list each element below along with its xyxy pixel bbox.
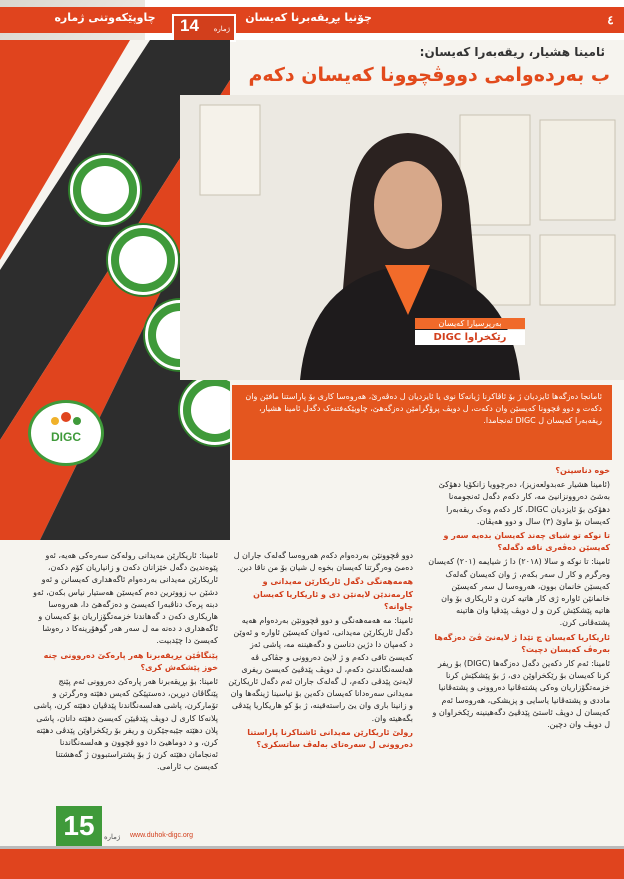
question-text: پێنگاڤێن بڕیقەبرنا هەر پارەکێ دەروونی چنە خوز پێشکەش کری؟ xyxy=(43,650,218,672)
question-text: تا نوکە تو شیای چەند کەیسان بدەیە سەر و کەیسێن دەڤەری ناقە دگەلە؟ xyxy=(443,531,610,553)
digc-logo xyxy=(28,400,104,466)
text-column-middle xyxy=(228,550,413,795)
kicker: ئامینا هشیار، ریقەبەرا کەیسان: xyxy=(419,45,605,59)
logo-circle xyxy=(108,225,178,295)
portrait-photo xyxy=(180,95,624,380)
text-column-right xyxy=(425,465,610,795)
question-text: رولێ ئاریکارێن مەیدانی ئاشناکرنا پاراستنا دەروونی ل سەرەتای بەلەڤ ساتسکری؟ xyxy=(247,727,413,750)
section-title-right: چۆنیا بڕیقەبرنا کەیسان xyxy=(245,11,372,24)
bottom-band xyxy=(0,849,624,879)
footer-website: www.duhok-digc.org xyxy=(130,832,194,839)
answer-paragraph: (ئامینا هشیار عەبدولعەزیز)، دەرچوویا زانکۆیا دهۆکێ بەشێ دەروونزانیێ مە، کار دکەم دگەل ئەنجومەنا دهۆکێ بۆ ئایزدیان DIGC، کار دکەم وەک ریقەبەرا کەیسان بۆ ماوێ (٣) سال و دوو هەیڤان. xyxy=(438,480,610,526)
logo-circle xyxy=(70,155,140,225)
corner-number: ٤ xyxy=(597,8,624,32)
portrait-illustration xyxy=(180,95,624,380)
section-title-left: چاوپێکەوتنی ژمارە xyxy=(54,11,156,24)
intro-box: ئامانجا دەزگەها ئایزدیان ژ بۆ ئاڤاکرنا ژیانەکا نوی یا ئایزدیان ل دەڤەرێ، هەروەسا کاری بۆ پاراستنا مافێن وان دکەت و دوو ڤچوونا کەیسێن وان دکەت، ل دویڤ پرۆگرامێن دەزگەهێ، چاوپێکەفتنەک دگەل ئامینا هشیار، ریقەبەرا کەیسان ل DIGC ئەنجامدا. xyxy=(232,385,612,460)
page-number-label: ژمارە xyxy=(213,26,230,33)
person-caption xyxy=(415,318,525,346)
svg-text:DIGC: DIGC xyxy=(51,430,81,444)
answer-paragraph: ئامینا: ئەم کار دکەین دگەل دەزگەها (DIGC) بۆ ریفر کرنا کەیسان بۆ رێکخراوێن دی، ژ بۆ پێشکێش کرنا خزمەتگۆزاریان وەکی پشتەڤانیا دەروونی و پشتەڤانیا ماددی و پشتەڤانیا یاسایی و پزیشکی، هەروەسا ئەم کەیسان ل دویڤ ئاستێ پێدڤیێ دگەهینینە رێکخراوان و ل دویڤ وان دچین. xyxy=(432,659,610,730)
answer-paragraph: ئامینا: بۆ بڕیقەبرنا هەر پارەکێ دەروونی ئەم پێنج پێنگاڤان دبڕین، دەستپێکێ کەیس دهێتە وەرگرتن و تۆمارکرن، پاشی هەلسەنگاندنا پێدڤیان دهێتە کرن، پاشی پلانەکا کاری ل دویڤ پێدڤیێن کەیسێ دهێتە دانان، پاشی پلان دهێتە جێبەجێکرن و ریفر بۆ رێکخراوێن پێدڤی دهێتە کرن، و د دوماهیێ دا دوو ڤچوون و هەلسەنگاندنا ئەنجامان دهێتە کرن ژ بۆ پشتراستبوون ژ گەهشتنا کەیسێ ب ئارامی. xyxy=(33,677,218,772)
person-role: بەرپرسیارا کەیسان xyxy=(415,318,525,329)
answer-paragraph: ئامینا: ئاریکارێن مەیدانی رولەکێ سەرەکی هەیە، ئەو پێوەندیێ دگەل خێزانان دکەن و زانیاریان کۆم دکەن، ئاریکارێن مەیدانی بەردەوام ئاگەهداری کەیسانن و ئەو دشێن ب زووترین دەم کەیسێن هەستیار نیاس بکەن، ئەو دبنە پرەک دناڤبەرا کەیسێ و دەزگەهێ دا، هەروەسا هاریکاری دکەن د گەهاندنا خزمەتگۆزاریان بۆ کەیسان و ئاگەهداری د دەنە مە ل سەر هەر گوهۆرینەکا د رەوشا کەیسێ دا چێدبیت. xyxy=(33,551,218,646)
answer-paragraph: دوو ڤچوونێن بەردەوام دکەم هەروەسا گەلەک جاران ل دەمێ وەرگرتنا کەیسان بخوە ل شیان بۆ من ناقا دبن. xyxy=(233,551,413,573)
question-text: ئاریکاریا کەیسان چ تێدا ژ لایەنێ ڤێ دەزگەها بەرەڤ کەیسان دچیت؟ xyxy=(434,632,610,654)
headline: ب بەردەوامی دووڤچوونا کەیسان دکەم xyxy=(248,64,610,86)
digc-logo-icon xyxy=(31,403,101,463)
answer-paragraph: ئامینا: مە هەمەهەنگی و دوو ڤچوونێن بەردەوام هەیە دگەل ئاریکارێن مەیدانی، ئەوان کەیسێن ئاوارە و ئەوێن د کەمپان دا دژین دناسن و دگەهیننە مە، پاشی ئەز کەیسێ تاقی دکەم و ژ لایێ دەروونی و جڤاکی ڤە هەلسەنگاندنێ دکەم، ل دویڤ پێدڤیێ کەیسێ ریفری لایەنێ پێدڤی دکەم، ل گەلەک جاران ئەم دگەل ئاریکارێن مەیدانی سەرەدانا کەیسان دکەین بۆ نیاسینا ژینگەها وان و زانینا باری وان یێ راستەقینە، ژ بۆ کو هاریکاریا پێدڤی بگەهیتە وان. xyxy=(228,616,413,723)
question-text: هەمەهەنگی دگەل ئاریکارێن مەیدانی و کارمەندێن لایەنێن دی و ئاریکاریا کەیسان چاوانە؟ xyxy=(253,577,413,611)
page-number-box xyxy=(172,14,236,42)
page-number: 14 xyxy=(180,16,199,35)
text-column-left xyxy=(30,550,218,800)
question-text: خوە دناسینن؟ xyxy=(555,466,610,475)
footer-page-label: ژمارە xyxy=(104,834,121,841)
person-name: رێکخراوا DIGC xyxy=(415,330,525,345)
footer-page-number: 15 xyxy=(56,806,102,846)
answer-paragraph: ئامینا: تا نوکە و سالا (٢٠١٨) دا ژ شیایمە (٢٠١) کەیسان وەرگرم و کار ل سەر بکەم، ژ وان کەیسان گەلەک کەیسێن خانمان بوون، هەروەسا ل سەر کەیسێن خانمانێن ئاوارە ژی کار هاتیە کرن و ئاریکاری بۆ وان هاتیە پێشکێش کرن و ل دویڤ پێدڤیا وان هاتینە پشتەڤانی کرن. xyxy=(428,557,610,628)
